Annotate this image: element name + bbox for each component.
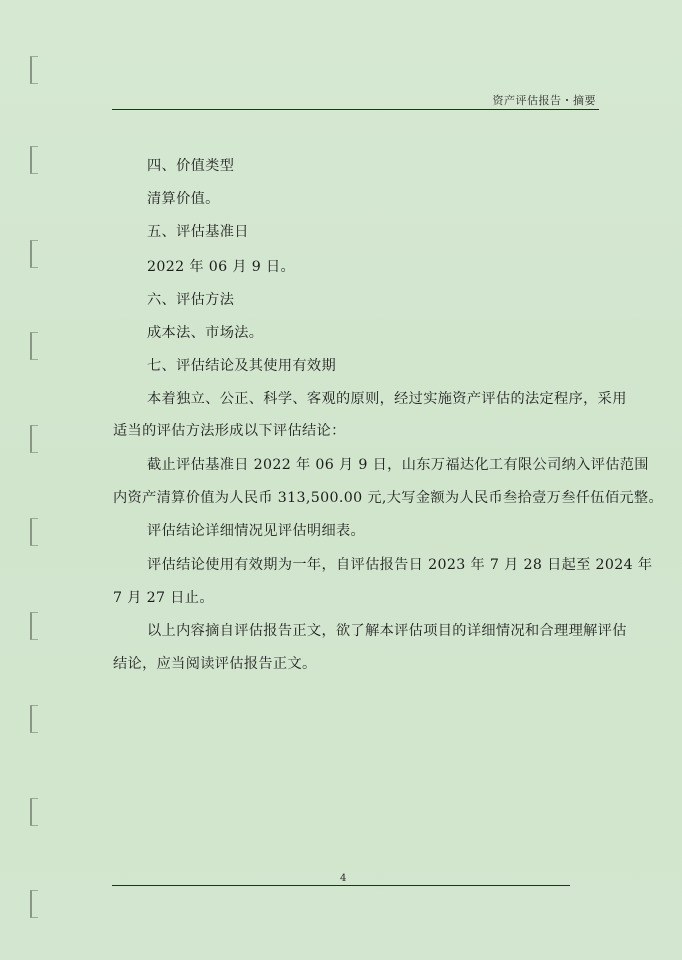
binding-mark: [30, 612, 38, 640]
paragraph-line: 以上内容摘自评估报告正文，欲了解本评估项目的详细情况和合理理解评估: [147, 623, 627, 639]
binding-mark: [30, 240, 38, 268]
binding-mark: [30, 146, 38, 174]
section-body-base-date: 2022 年 06 月 9 日。: [147, 259, 296, 275]
paragraph-line: 适当的评估方法形成以下评估结论：: [113, 423, 346, 439]
paragraph-line: 内资产清算价值为人民币 313,500.00 元,大写金额为人民币叁拾壹万叁仟伍佰元整。: [113, 490, 663, 506]
page-header-title: 资产评估报告・摘要: [492, 94, 596, 107]
section-heading-base-date: 五、评估基准日: [147, 224, 249, 240]
section-body-method: 成本法、市场法。: [147, 325, 264, 341]
binding-mark: [30, 518, 38, 546]
paragraph-line: 评估结论详细情况见评估明细表。: [147, 523, 366, 539]
paragraph-line: 7 月 27 日止。: [113, 590, 214, 606]
binding-mark: [30, 890, 38, 918]
section-heading-value-type: 四、价值类型: [147, 158, 235, 174]
paragraph-line: 本着独立、公正、科学、客观的原则，经过实施资产评估的法定程序，采用: [147, 391, 627, 407]
section-body-value-type: 清算价值。: [147, 191, 220, 207]
section-heading-conclusion: 七、评估结论及其使用有效期: [147, 358, 336, 374]
page-number: 4: [340, 873, 347, 884]
footer-rule: [112, 885, 570, 886]
binding-mark: [30, 425, 38, 453]
binding-mark: [30, 705, 38, 733]
paragraph-line: 评估结论使用有效期为一年，自评估报告日 2023 年 7 月 28 日起至 2024 年: [147, 557, 653, 573]
paragraph-line: 结论，应当阅读评估报告正文。: [113, 656, 317, 672]
header-rule: [112, 109, 599, 110]
paragraph-line: 截止评估基准日 2022 年 06 月 9 日，山东万福达化工有限公司纳入评估范围: [147, 457, 649, 473]
binding-mark: [30, 798, 38, 826]
binding-mark: [30, 332, 38, 360]
section-heading-method: 六、评估方法: [147, 292, 235, 308]
binding-mark: [30, 56, 38, 84]
